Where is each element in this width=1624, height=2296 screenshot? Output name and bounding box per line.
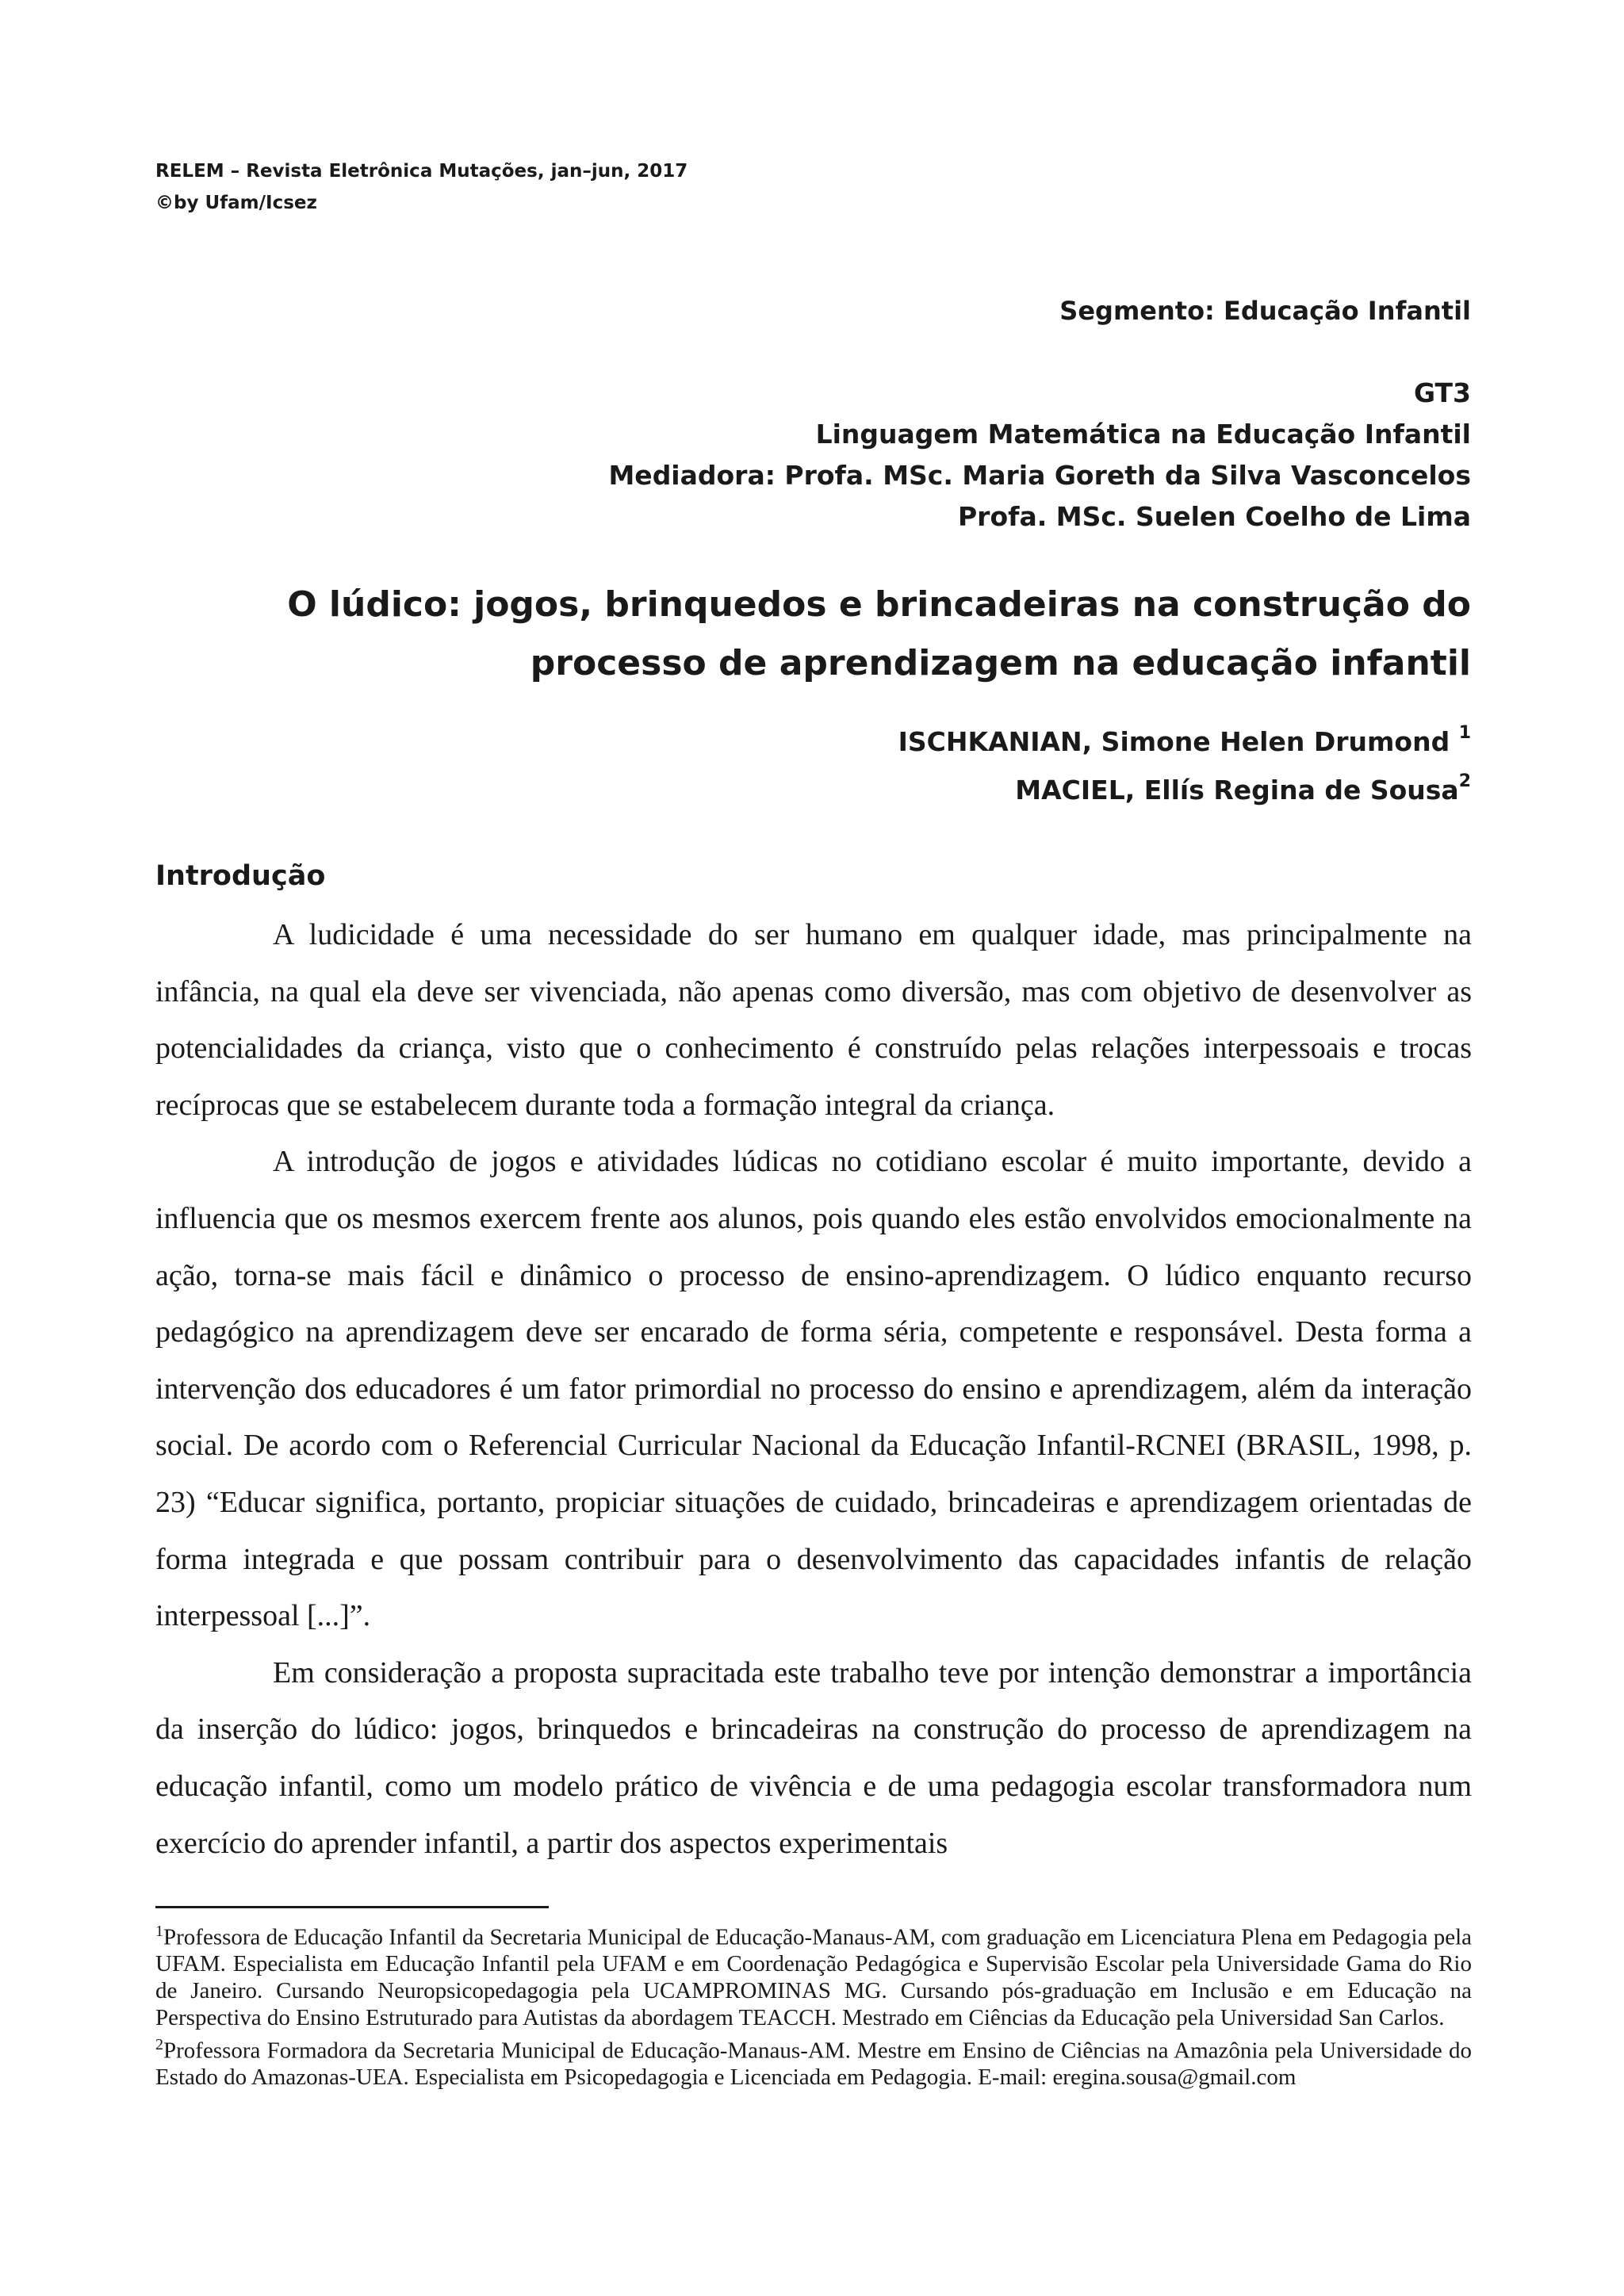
footnote-mark: 2 — [1458, 771, 1471, 791]
paper-title — [287, 576, 1471, 693]
footnote-divider — [155, 1906, 549, 1908]
segment-label: Segmento: Educação Infantil — [1059, 296, 1471, 326]
running-header — [155, 155, 688, 219]
author-list — [898, 715, 1471, 812]
footnote-text: Professora de Educação Infantil da Secretaria Municipal de Educação-Manaus-AM, com graduação em Licenciatura Plena em Pedagogia pela UFAM. Especialista em Educação Infantil pela UFAM e em Coordenação Pedagógica e Supervisão Escolar pela Universidade Gama do Rio de Janeiro. Cursando Neuropsicopedagogia pela UCAMPROMINAS MG. Cursando pós-graduação em Inclusão e em Educação na Perspectiva do Ensino Estruturado para Autistas da abordagem TEACCH. Mestrado em Ciências da Educação pela Universidad San Carlos. — [155, 1924, 1472, 2031]
footnote-mark: 2 — [155, 2035, 163, 2053]
author-2 — [898, 763, 1471, 812]
working-group-theme: Linguagem Matemática na Educação Infantil — [815, 419, 1471, 450]
footnote-mark: 1 — [1458, 723, 1471, 743]
paragraph: Em consideração a proposta supracitada este trabalho teve por intenção demonstrar a importância da inserção do lúdico: jogos, brinquedos e brincadeiras na construção do processo de aprendizagem na educação infantil, como um modelo prático de vivência e de uma pedagogia escolar transformadora num exercício do aprender infantil, a partir dos aspectos experimentais — [155, 1655, 1472, 1860]
title-line-2: processo de aprendizagem na educação infantil — [530, 643, 1471, 683]
mediator-line-1: Mediadora: Profa. MSc. Maria Goreth da Silva Vasconcelos — [608, 460, 1471, 491]
footnote — [155, 1919, 1472, 2032]
author-1 — [898, 715, 1471, 763]
working-group-code: GT3 — [1414, 377, 1471, 408]
author-name: ISCHKANIAN, Simone Helen Drumond — [898, 726, 1459, 757]
footnote — [155, 2032, 1472, 2091]
mediator-line-2: Profa. MSc. Suelen Coelho de Lima — [957, 501, 1471, 532]
author-name: MACIEL, Ellís Regina de Sousa — [1015, 775, 1459, 806]
paragraph: A introdução de jogos e atividades lúdicas no cotidiano escolar é muito importante, devido a influencia que os mesmos exercem frente aos alunos, pois quando eles estão envolvidos emocionalmente na ação, torna-se mais fácil e dinâmico o processo de ensino-aprendizagem. O lúdico enquanto recurso pedagógico na aprendizagem deve ser encarado de forma séria, competente e responsável. Desta forma a intervenção dos educadores é um fator primordial no processo do ensino e aprendizagem, além da interação social. De acordo com o Referencial Curricular Nacional da Educação Infantil-RCNEI (BRASIL, 1998, p. 23) “Educar significa, portanto, propiciar situações de cuidado, brincadeiras e aprendizagem orientadas de forma integrada e que possam contribuir para o desenvolvimento das capacidades infantis de relação interpessoal [...]”. — [155, 1145, 1472, 1633]
journal-line: RELEM – Revista Eletrônica Mutações, jan–jun, 2017 — [155, 161, 688, 182]
footnote-mark: 1 — [155, 1923, 163, 1940]
paragraph: A ludicidade é uma necessidade do ser humano em qualquer idade, mas principalmente na infância, na qual ela deve ser vivenciada, não apenas como diversão, mas com objetivo de desenvolver as potencialidades da criança, visto que o conhecimento é construído pelas relações interpessoais e trocas recíprocas que se estabelecem durante toda a formação integral da criança. — [155, 918, 1472, 1122]
title-line-1: O lúdico: jogos, brinquedos e brincadeiras na construção do — [287, 584, 1471, 625]
body-text — [155, 907, 1472, 1872]
footnote-text: Professora Formadora da Secretaria Municipal de Educação-Manaus-AM. Mestre em Ensino de Ciências na Amazônia pela Universidade do Estado do Amazonas-UEA. Especialista em Psicopedagogia e Licenciada em Pedagogia. E-mail: eregina.sousa@gmail.com — [155, 2038, 1472, 2091]
footnotes — [155, 1919, 1472, 2091]
copyright-line: ©by Ufam/Icsez — [155, 193, 317, 213]
working-group-block — [608, 373, 1471, 538]
section-heading: Introdução — [155, 860, 326, 892]
